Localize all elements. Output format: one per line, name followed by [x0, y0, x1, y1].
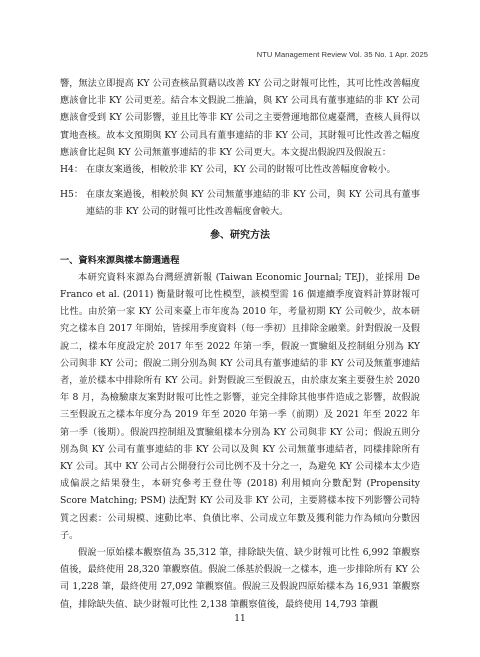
section-title: 參、研究方法 [210, 229, 270, 241]
paragraph-data-source: 本研究資料來源為台灣經濟新報 (Taiwan Economic Journal; TEJ)，並採用 De Franco et al. (2011) 衡量財報可比性模型，該模型需 16 個連續季度資料計算財報可比性。由於第一家 KY 公司來臺上市年度為 2010 年，考量初期 KY 公司較少，故本研究之樣本自 2017 年開始，皆採用季度資料（每一季初）且排除金融業。針對假說一及假說二，樣本年度設定於 2017 年至 2022 年第一季，假說一實驗組及控制組分別為 KY 公司與非 KY 公司；假說二則分別為與 KY 公司具有董事連結的非 KY 公司及無董事連結者，並於樣本中排除所有 KY 公司。針對假說三至假說五，由於康友案主要發生於 2020 年 8 月，為檢驗康友案對財報可比性之影響，並完全排除其他事件造成之影響，故假說三至假說五之樣本年度分為 2019 年至 2020 年第一季（前期）及 2021 年至 2022 年第一季（後期）。假說四控制組及實驗組樣本分別為 KY 公司與非 KY 公司；假說五則分別為與 KY 公司有董事連結的非 KY 公司以及與 KY 公司無董事連結者，同樣排除所有 KY 公司。其中 KY 公司占公開發行公司比例不及十分之一，為避免 KY 公司樣本太少造成偏誤之結果發生，本研究參考王登仕等 (2018) 利用傾向分數配對 (Propensity Score Matching; PSM) 法配對 KY 公司及非 KY 公司，主要將樣本按下列影響公司特質之因素：公司規模、速動比率、負債比率、公司成立年數及獲利能力作為傾向分數因子。 [60, 271, 420, 541]
paragraph-continuation: 響，無法立即提高 KY 公司查核品質藉以改善 KY 公司之財報可比性，其可比性改善幅度應該會比非 KY 公司更差。結合本文假說二推論，與 KY 公司具有董事連結的非 KY 公司應該會受到 KY 公司影響，並且比等非 KY 公司之主要營運地都位處臺灣，查核人員得以實地查核。故本文預期與 KY 公司具有董事連結的非 KY 公司，其財報可比性改善之幅度應該會比起與 KY 公司無董事連結的非 KY 公司更大。本文提出假說四及假說五： [60, 78, 420, 158]
hypothesis-h4-label: H4： [60, 164, 84, 176]
hypothesis-h4 [60, 161, 420, 178]
page-number: 11 [234, 614, 246, 624]
hypothesis-h4-text: 在康友案過後，相較於非 KY 公司，KY 公司的財報可比性改善幅度會較小。 [86, 164, 396, 176]
hypothesis-h5 [60, 186, 420, 220]
body-content [60, 75, 420, 613]
hypothesis-h5-label: H5： [60, 189, 84, 201]
hypothesis-h5-text: 在康友案過後，相較於與 KY 公司無董事連結的非 KY 公司，與 KY 公司具有董事連結的非 KY 公司的財報可比性改善幅度會較大。 [86, 189, 420, 218]
paragraph-sample-counts: 假說一原始樣本觀察值為 35,312 筆，排除缺失值、缺少財報可比性 6,992 筆觀察值後，最終使用 28,320 筆觀察值。假說二係基於假說一之樣本，進一步排除所有 KY 公司 1,228 筆，最終使用 27,092 筆觀察值。假說三及假說四原始樣本為 16,931 筆觀察值，排除缺失值、缺少財報可比性 2,138 筆觀察值後，最終使用 14,793 筆觀 [60, 547, 420, 610]
running-header: NTU Management Review Vol. 35 No. 1 Apr. 2025 [256, 50, 428, 59]
subsection-title: 一、資料來源與樣本篩選過程 [60, 254, 180, 266]
